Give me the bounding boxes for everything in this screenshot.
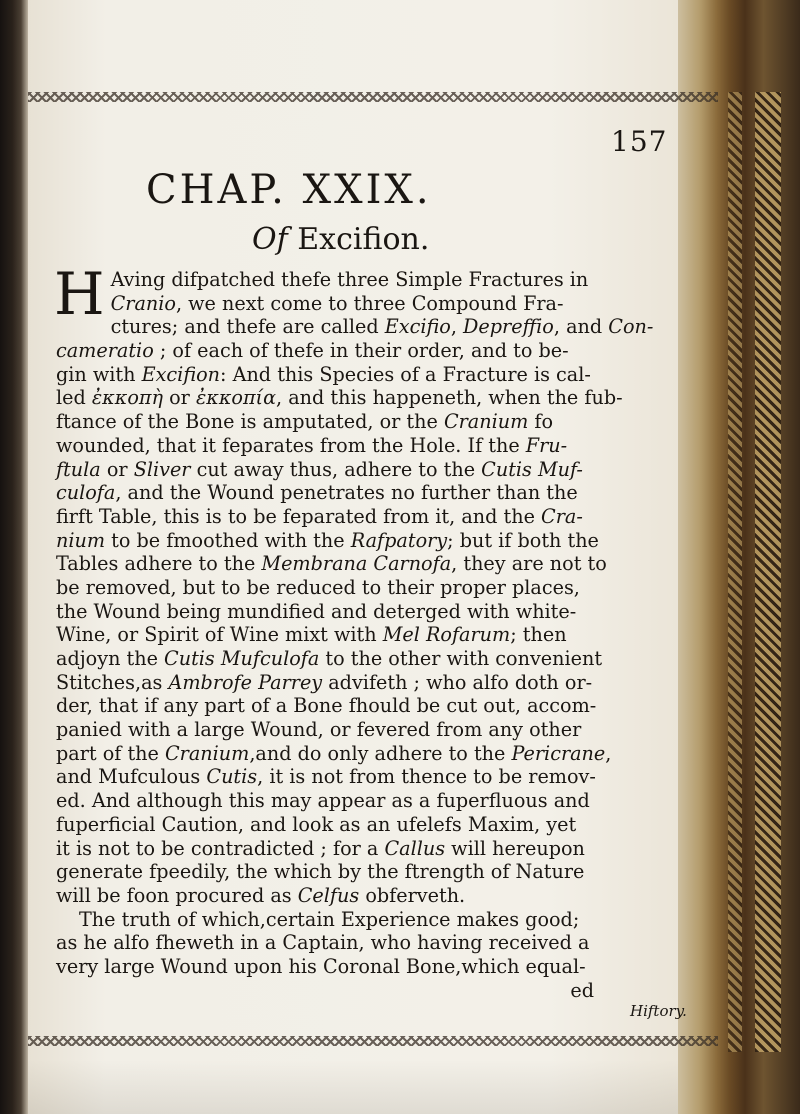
text-run: : And this Species of a Fracture is cal-: [220, 362, 591, 386]
text-run: or: [163, 386, 196, 410]
top-ornamental-rule: [28, 92, 718, 102]
text-run: advifeth ; who alfo doth or-: [322, 670, 593, 694]
text-run: Tables adhere to the: [56, 552, 262, 576]
text-run: will be foon procured as: [56, 883, 298, 907]
text-run: ; but if both the: [447, 528, 599, 552]
text-run: it is not to be contradicted ; for a: [56, 836, 385, 860]
italic-phrase: Cra-: [541, 504, 583, 528]
text-run: led: [56, 386, 92, 410]
text-line: [56, 339, 624, 363]
text-line: [56, 386, 624, 410]
text-run: ctures; and thefe are called: [110, 315, 385, 339]
text-line: [56, 600, 624, 624]
text-run: firft Table, this is to be feparated from it, and the: [56, 504, 542, 528]
text-line: [56, 576, 624, 600]
italic-phrase: Rafpatory: [350, 528, 448, 552]
drop-cap: H: [54, 260, 105, 328]
italic-phrase: Excifio: [384, 315, 451, 339]
text-line: [56, 292, 624, 316]
text-run: obferveth.: [359, 883, 466, 907]
text-line: [56, 434, 624, 458]
text-run: ; of each of thefe in their order, and to be-: [153, 339, 569, 363]
italic-phrase: nium: [56, 528, 106, 552]
italic-phrase: Cranium: [164, 741, 250, 765]
text-line: [56, 908, 624, 932]
italic-phrase: Cutis Muf-: [481, 457, 583, 481]
italic-phrase: Callus: [384, 836, 446, 860]
text-run: Wine, or Spirit of Wine mixt with: [56, 623, 383, 647]
margin-note: Hiftory.: [630, 1002, 687, 1020]
italic-phrase: Pericrane: [511, 741, 606, 765]
italic-phrase: Depreffio: [463, 315, 554, 339]
text-run: gin with: [56, 362, 142, 386]
italic-phrase: Membrana Carnofa: [261, 552, 452, 576]
italic-phrase: Cranio: [110, 291, 176, 315]
text-run: Aving difpatched thefe three Simple Fractures in: [110, 268, 589, 291]
text-run: wounded, that it feparates from the Hole. If the: [56, 433, 526, 457]
text-line: [56, 742, 624, 766]
text-line: [56, 671, 624, 695]
text-run: fuperficial Caution, and look as an ufelefs Maxim, yet: [56, 812, 577, 836]
text-line: [56, 884, 624, 908]
text-run: ,: [605, 741, 612, 765]
text-run: to be fmoothed with the: [105, 528, 351, 552]
text-run: to the other with convenient: [319, 647, 603, 670]
italic-phrase: Cranium: [443, 410, 529, 434]
text-run: der, that if any part of a Bone fhould be cut out, accom-: [56, 694, 597, 718]
italic-phrase: Con-: [608, 315, 654, 339]
text-run: panied with a large Wound, or fevered from any other: [56, 718, 582, 742]
italic-phrase: Cutis: [206, 765, 258, 789]
text-line: [56, 268, 624, 292]
page-number: 157: [611, 125, 668, 158]
text-line: [56, 363, 624, 387]
italic-phrase: culofa: [56, 481, 116, 505]
text-run: will hereupon: [445, 836, 585, 860]
italic-phrase: ἐκκοπία: [195, 386, 277, 410]
text-run: and Mufculous: [56, 765, 207, 789]
text-line: [56, 529, 624, 553]
italic-phrase: Sliver: [133, 457, 191, 481]
text-run: generate fpeedily, the which by the ftrength of Nature: [56, 860, 585, 884]
text-run: ,: [450, 315, 464, 339]
text-run: as he alfo fheweth in a Captain, who having received a: [56, 931, 590, 955]
bottom-ornamental-rule: [28, 1036, 718, 1046]
text-run: , it is not from thence to be remov-: [257, 765, 596, 789]
text-run: ed: [570, 978, 594, 1002]
text-line: [56, 837, 624, 861]
decorative-border-outer: [755, 92, 781, 1052]
text-run: ftance of the Bone is amputated, or the: [56, 410, 444, 434]
decorative-border-inner: [728, 92, 742, 1052]
text-run: , and: [553, 315, 609, 339]
text-line: [56, 505, 624, 529]
text-run: be removed, but to be reduced to their proper places,: [56, 575, 580, 599]
text-line: [56, 813, 624, 837]
text-line: [56, 931, 624, 955]
text-run: , and this happeneth, when the fub-: [276, 386, 623, 410]
chapter-heading: CHAP. XXIX.: [146, 167, 432, 213]
text-run: ,and do only adhere to the: [249, 741, 512, 765]
text-line: [56, 552, 624, 576]
text-run: cut away thus, adhere to the: [190, 457, 482, 481]
text-run: the Wound being mundified and deterged with white-: [56, 599, 577, 623]
italic-phrase: cameratio: [56, 339, 154, 363]
italic-phrase: Ambrofe Parrey: [168, 670, 323, 694]
text-run: , we next come to three Compound Fra-: [175, 291, 564, 315]
italic-phrase: Mel Rofarum: [382, 623, 511, 647]
text-line: [56, 458, 624, 482]
text-line: [56, 694, 624, 718]
text-run: fo: [528, 410, 554, 434]
italic-phrase: ἐκκοπὴ: [91, 386, 163, 410]
text-line: [56, 410, 624, 434]
text-run: The truth of which,certain Experience makes good;: [79, 907, 580, 931]
section-heading: [252, 222, 429, 257]
text-line: [56, 955, 624, 979]
italic-phrase: Excifion: [141, 362, 221, 386]
text-run: ed. And although this may appear as a fuperfluous and: [56, 789, 590, 813]
text-line: [56, 789, 624, 813]
text-run: or: [100, 457, 134, 481]
italic-phrase: ftula: [56, 457, 101, 481]
text-line: [56, 765, 624, 789]
text-line: [56, 647, 624, 671]
italic-phrase: Fru-: [525, 433, 568, 457]
text-line: [56, 623, 624, 647]
text-line: [56, 718, 624, 742]
text-line: [56, 315, 654, 339]
text-run: adjoyn the: [56, 647, 165, 670]
book-spine-shadow: [0, 0, 28, 1114]
page-bottom-shade: [28, 1060, 678, 1114]
text-run: , they are not to: [451, 552, 607, 576]
text-line: [56, 860, 624, 884]
text-line: [56, 979, 624, 1003]
text-line: [56, 481, 624, 505]
text-run: , and the Wound penetrates no further than the: [115, 481, 578, 505]
text-run: very large Wound upon his Coronal Bone,which equal-: [56, 954, 586, 978]
text-run: ; then: [510, 623, 567, 647]
body-text: [54, 260, 654, 1002]
italic-phrase: Cutis Mufculofa: [164, 647, 320, 670]
section-heading-title: Excifion.: [297, 222, 430, 257]
text-run: part of the: [56, 741, 165, 765]
italic-phrase: Celfus: [297, 883, 360, 907]
text-run: Stitches,as: [56, 670, 169, 694]
section-heading-of: Of: [252, 222, 288, 257]
